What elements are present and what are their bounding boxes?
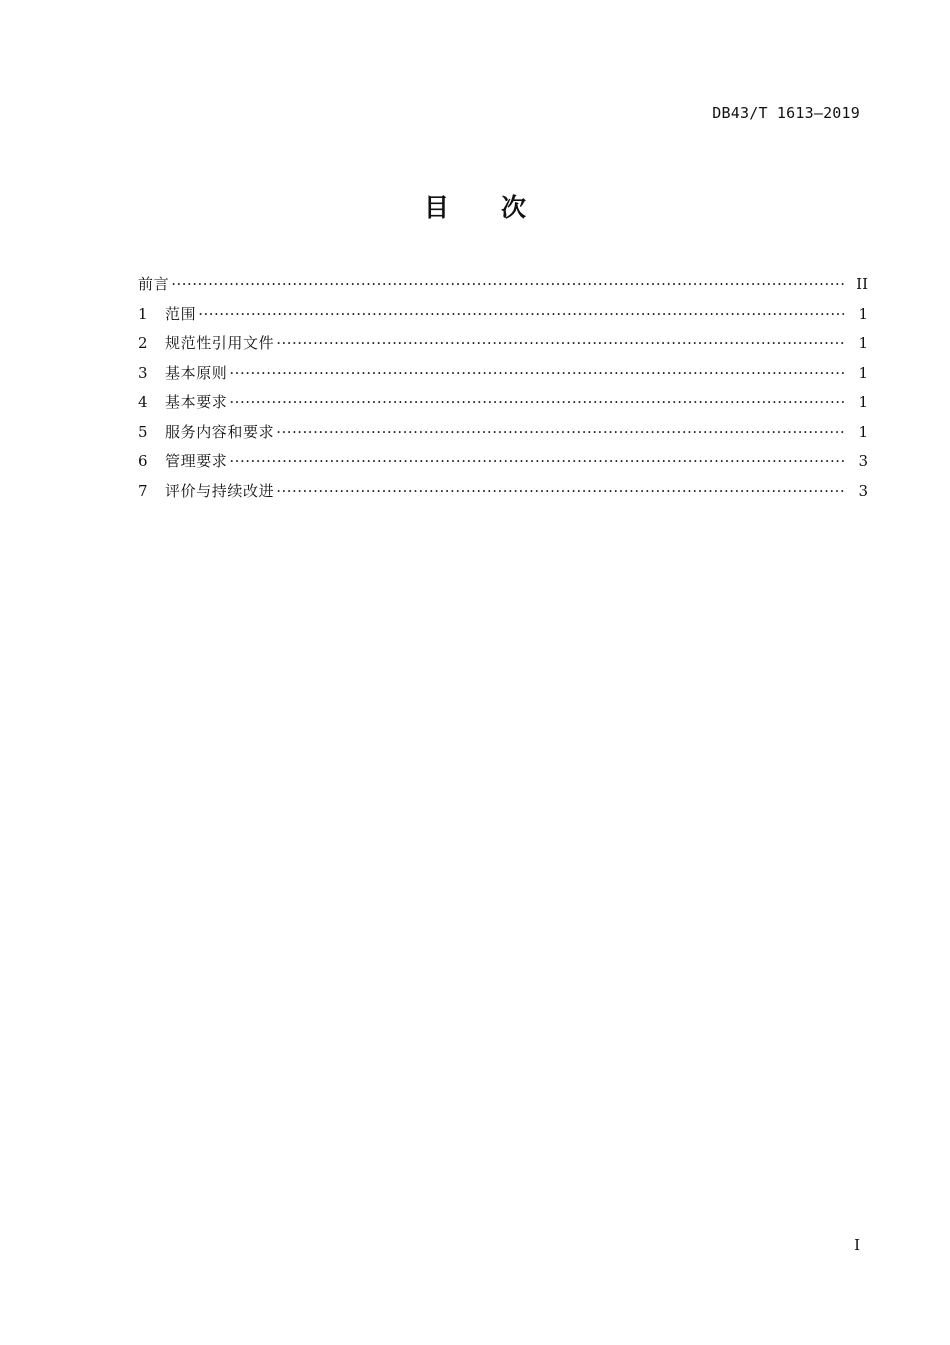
toc-title-char-2: 次 [501, 193, 527, 222]
toc-leader-dots [229, 388, 844, 418]
toc-item-label: 范围 [165, 304, 197, 323]
toc-item-number: 6 [138, 452, 148, 470]
toc-title [0, 188, 950, 224]
toc-item-page: 1 [858, 334, 868, 352]
toc-item-number: 1 [138, 304, 148, 323]
toc-item-label: 规范性引用文件 [165, 334, 275, 352]
toc-leader-dots [276, 329, 844, 359]
page-number: I [854, 1236, 860, 1254]
toc-item-page: 1 [858, 393, 868, 411]
toc-item-page: II [856, 275, 868, 293]
toc-item-page: 3 [858, 481, 868, 500]
toc-item-management-requirements[interactable] [138, 447, 868, 477]
toc-item-number: 5 [138, 422, 148, 441]
toc-item-label: 评价与持续改进 [165, 481, 275, 500]
toc-leader-dots [276, 418, 844, 448]
toc-item-number: 3 [138, 363, 148, 382]
toc-item-page: 1 [858, 422, 868, 441]
toc-item-page: 1 [858, 304, 868, 323]
toc-leader-dots [171, 270, 844, 300]
toc-item-number: 7 [138, 481, 148, 500]
toc-leader-dots [198, 300, 844, 330]
toc-item-number: 2 [138, 334, 148, 352]
toc-leader-dots [276, 477, 844, 507]
toc-item-scope[interactable] [138, 300, 868, 330]
toc-item-basic-principles[interactable] [138, 359, 868, 389]
toc-leader-dots [229, 447, 844, 477]
toc-item-number: 4 [138, 393, 148, 411]
toc-item-normative-references[interactable] [138, 329, 868, 359]
toc-leader-dots [229, 359, 844, 389]
toc-item-page: 3 [858, 452, 868, 470]
toc-item-foreword[interactable] [138, 270, 868, 300]
toc-item-label: 管理要求 [165, 452, 228, 470]
toc-item-evaluation-improvement[interactable] [138, 477, 868, 507]
toc-item-basic-requirements[interactable] [138, 388, 868, 418]
toc-title-char-1: 目 [423, 193, 449, 222]
toc-item-label: 基本原则 [165, 363, 228, 382]
toc-list [138, 270, 868, 506]
document-code: DB43/T 1613—2019 [712, 104, 860, 122]
toc-item-label: 基本要求 [165, 393, 228, 411]
toc-item-label: 服务内容和要求 [165, 422, 275, 441]
toc-item-label: 前言 [138, 275, 170, 293]
toc-item-page: 1 [858, 363, 868, 382]
toc-item-service-content[interactable] [138, 418, 868, 448]
